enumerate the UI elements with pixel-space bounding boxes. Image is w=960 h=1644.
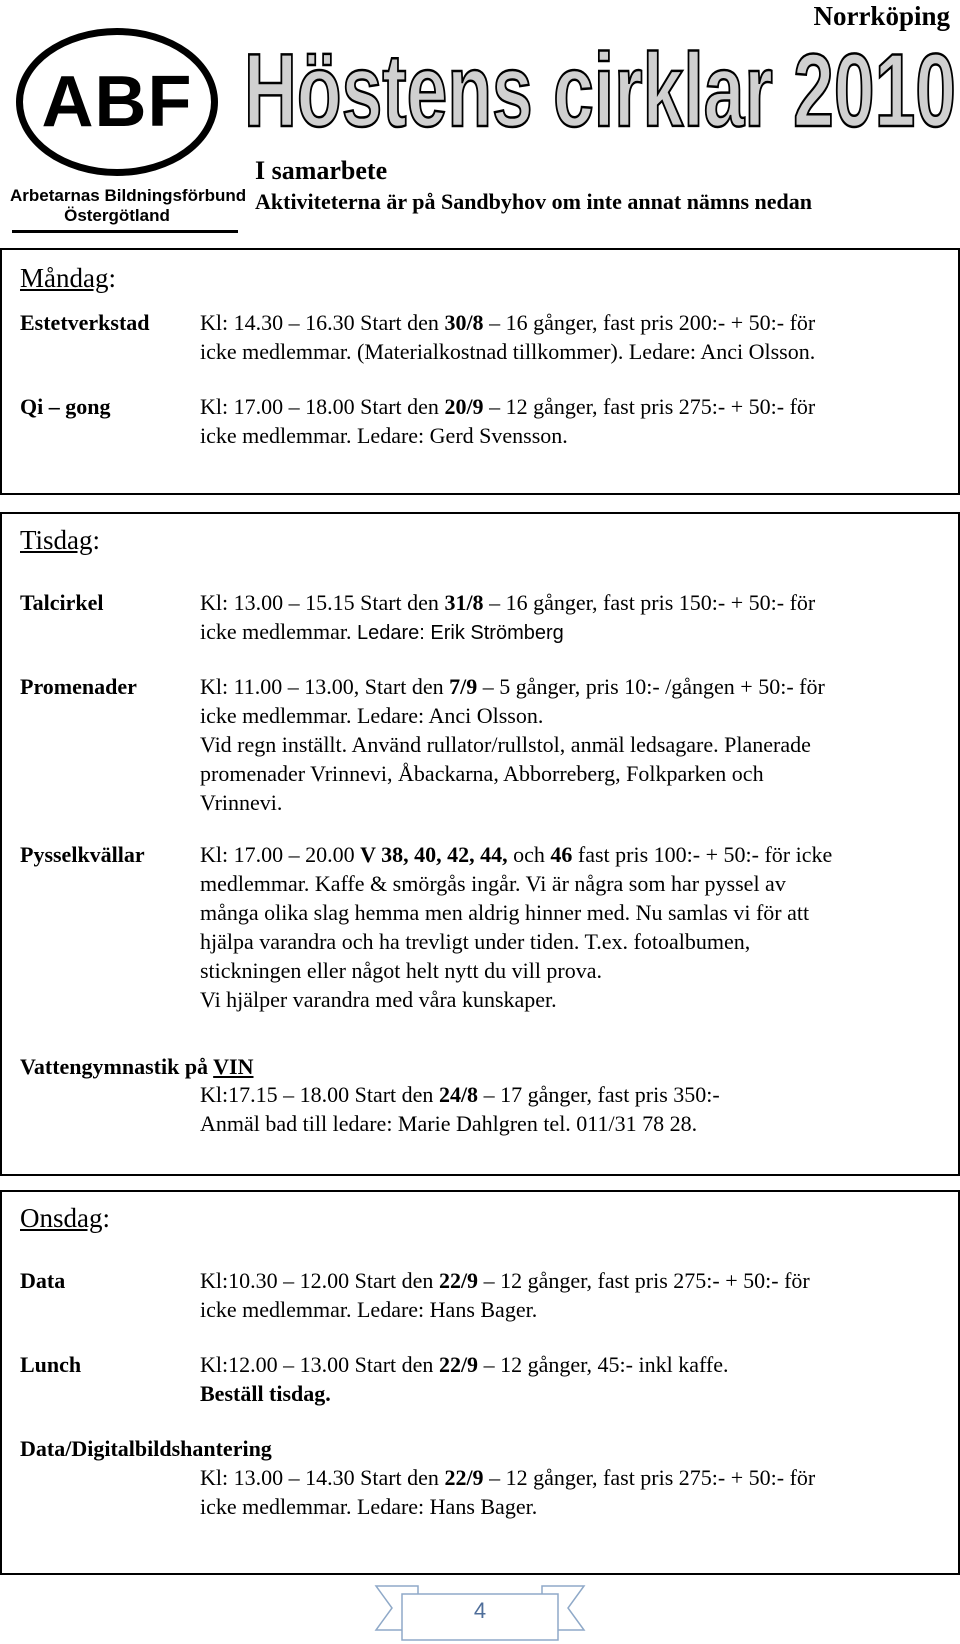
subtitle-cooperation: I samarbete [255,156,388,185]
course-label-estetverkstad: Estetverkstad [20,310,150,335]
course-label-vattengymnastik: Vattengymnastik på VIN [20,1054,254,1079]
logo-underline [12,230,238,233]
page-title-text: Höstens cirklar 2010 [244,36,956,136]
course-label-talcirkel: Talcirkel [20,590,104,615]
day-heading-monday: Måndag: [20,263,116,293]
page-number: 4 [473,1598,487,1623]
course-label-digitalbildshantering: Data/Digitalbildshantering [20,1436,272,1461]
wednesday-section [0,1190,960,1575]
course-details-digitalbildshantering: Kl: 13.00 – 14.30 Start den 22/9 – 12 gånger, fast pris 275:- + 50:- för icke medlemmar. Ledare: Hans Bager. [200,1465,816,1519]
day-heading-tuesday: Tisdag: [20,525,101,555]
course-details-talcirkel: Kl: 13.00 – 15.15 Start den 31/8 – 16 gånger, fast pris 150:- + 50:- för icke medlemmar. Ledare: Erik Strömberg [200,590,816,644]
course-details-lunch: Kl:12.00 – 13.00 Start den 22/9 – 12 gånger, 45:- inkl kaffe. Beställ tisdag. [200,1352,729,1406]
monday-section [0,248,960,495]
logo-region: Östergötland [64,206,170,225]
page-title [242,36,960,136]
page-number-ribbon [372,1578,588,1644]
tuesday-section [0,512,960,1176]
course-label-promenader: Promenader [20,674,137,699]
course-details-vattengymnastik: Kl:17.15 – 18.00 Start den 24/8 – 17 gånger, fast pris 350:- Anmäl bad till ledare: Marie Dahlgren tel. 011/31 78 28. [200,1082,720,1136]
day-heading-wednesday: Onsdag: [20,1203,111,1233]
subtitle-location: Aktiviteterna är på Sandbyhov om inte annat nämns nedan [255,189,813,214]
course-label-lunch: Lunch [20,1352,82,1377]
course-details-data: Kl:10.30 – 12.00 Start den 22/9 – 12 gånger, fast pris 275:- + 50:- för icke medlemmar. Ledare: Hans Bager. [200,1268,810,1322]
course-details-promenader: Kl: 11.00 – 13.00, Start den 7/9 – 5 gånger, pris 10:- /gången + 50:- för icke medlemmar. Ledare: Anci Olsson. Vid regn inställt. Använd rullator/rullstol, anmäl ledsagare. Planerade promenader Vrinnevi, Åbackarna, Abborreberg, Folkparken och Vrinnevi. [200,674,825,815]
course-label-qigong: Qi – gong [20,394,111,419]
city-label: Norrköping [813,1,950,31]
logo-text: ABF [41,62,193,142]
course-details-pysselkvallar: Kl: 17.00 – 20.00 V 38, 40, 42, 44, och 46 fast pris 100:- + 50:- för icke medlemmar. Kaffe & smörgås ingår. Vi är några som har pyssel av många olika slag hemma men aldrig hinner med. Nu samlas vi för att hjälpa varandra och ha trevligt under tiden. T.ex. fotoalbumen, stickningen eller något helt nytt du vill prova. Vi hjälper varandra med våra kunskaper. [200,842,833,1012]
abf-logo [10,18,247,225]
course-label-data: Data [20,1268,66,1293]
course-details-estetverkstad: Kl: 14.30 – 16.30 Start den 30/8 – 16 gånger, fast pris 200:- + 50:- för icke medlemmar. (Materialkostnad tillkommer). Ledare: Anci Olsson. [200,310,816,364]
logo-org-name: Arbetarnas Bildningsförbund [10,186,247,205]
course-label-pysselkvallar: Pysselkvällar [20,842,145,867]
course-details-qigong: Kl: 17.00 – 18.00 Start den 20/9 – 12 gånger, fast pris 275:- + 50:- för icke medlemmar. Ledare: Gerd Svensson. [200,394,816,448]
